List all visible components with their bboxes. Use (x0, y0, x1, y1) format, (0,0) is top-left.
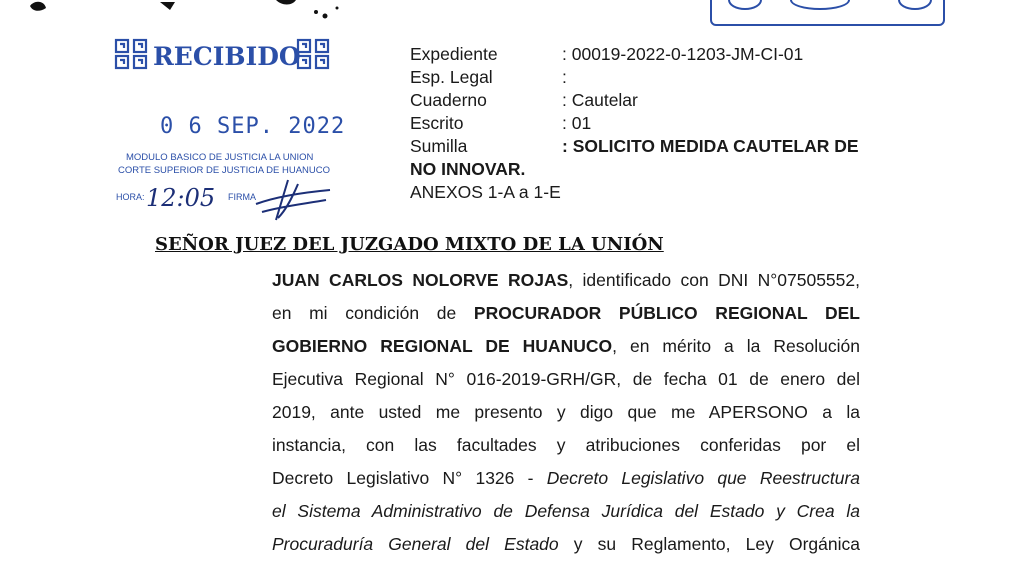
petitioner-name: JUAN CARLOS NOLORVE ROJAS (272, 270, 569, 290)
esp-legal-label: Esp. Legal (410, 67, 493, 87)
stamp-office-line1: MODULO BASICO DE JUSTICIA LA UNION (126, 152, 314, 163)
stamp-title: RECIBIDO (153, 42, 301, 71)
stamp-date: 0 6 SEP. 2022 (160, 114, 346, 139)
top-right-stamp (710, 0, 945, 26)
body-line-1 (272, 270, 860, 296)
body-text: en mi condición de (272, 303, 474, 323)
body-line-8: el Sistema Administrativo de Defensa Jurídica del Estado y Crea la (272, 501, 860, 521)
reception-stamp (108, 34, 348, 224)
escrito-value: : 01 (562, 113, 592, 133)
sumilla-continuation: NO INNOVAR. (410, 159, 526, 179)
sumilla-value: : SOLICITO MEDIDA CAUTELAR DE (562, 136, 859, 156)
body-text: y su Reglamento, Ley Orgánica (558, 534, 860, 554)
body-line-2 (272, 303, 860, 329)
decree-title: Decreto Legislativo que Reestructura (546, 468, 860, 488)
handwritten-signature (248, 174, 338, 224)
body-line-9 (272, 534, 860, 560)
body-line-5: 2019, ante usted me presento y digo que me APERSONO a la (272, 402, 860, 422)
stamp-hora-label: HORA: (116, 192, 145, 202)
cuaderno-value: : Cautelar (562, 90, 638, 110)
judiciary-logo-icon (114, 38, 150, 72)
body-text: Decreto Legislativo N° 1326 - (272, 468, 547, 488)
esp-legal-value: : (562, 67, 567, 87)
expediente-label: Expediente (410, 44, 498, 64)
decree-title-end: Procuraduría General del Estado (272, 534, 559, 554)
judiciary-logo-icon (296, 38, 332, 72)
government-name: GOBIERNO REGIONAL DE HUANUCO (272, 336, 613, 356)
body-line-3 (272, 336, 860, 362)
petitioner-id: , identificado con DNI N°07505552, (568, 270, 860, 290)
expediente-value: : 00019-2022-0-1203-JM-CI-01 (562, 44, 804, 64)
stamp-office-line2: CORTE SUPERIOR DE JUSTICIA DE HUANUCO (118, 165, 331, 176)
stamp-hora-value: 12:05 (146, 184, 216, 212)
addressee-heading: SEÑOR JUEZ DEL JUZGADO MIXTO DE LA UNIÓN (155, 234, 664, 255)
body-line-4: Ejecutiva Regional N° 016-2019-GRH/GR, de fecha 01 de enero del (272, 369, 860, 389)
stamp-firma-label: FIRMA (228, 192, 256, 202)
escrito-label: Escrito (410, 113, 464, 133)
body-line-6: instancia, con las facultades y atribuciones conferidas por el (272, 435, 860, 455)
body-line-7 (272, 468, 860, 494)
body-text: , en mérito a la Resolución (612, 336, 860, 356)
anexos: ANEXOS 1-A a 1-E (410, 182, 561, 202)
sumilla-label: Sumilla (410, 136, 468, 156)
petitioner-role: PROCURADOR PÚBLICO REGIONAL DEL (473, 303, 860, 323)
cuaderno-label: Cuaderno (410, 90, 487, 110)
ink-blot-marks (0, 0, 360, 24)
